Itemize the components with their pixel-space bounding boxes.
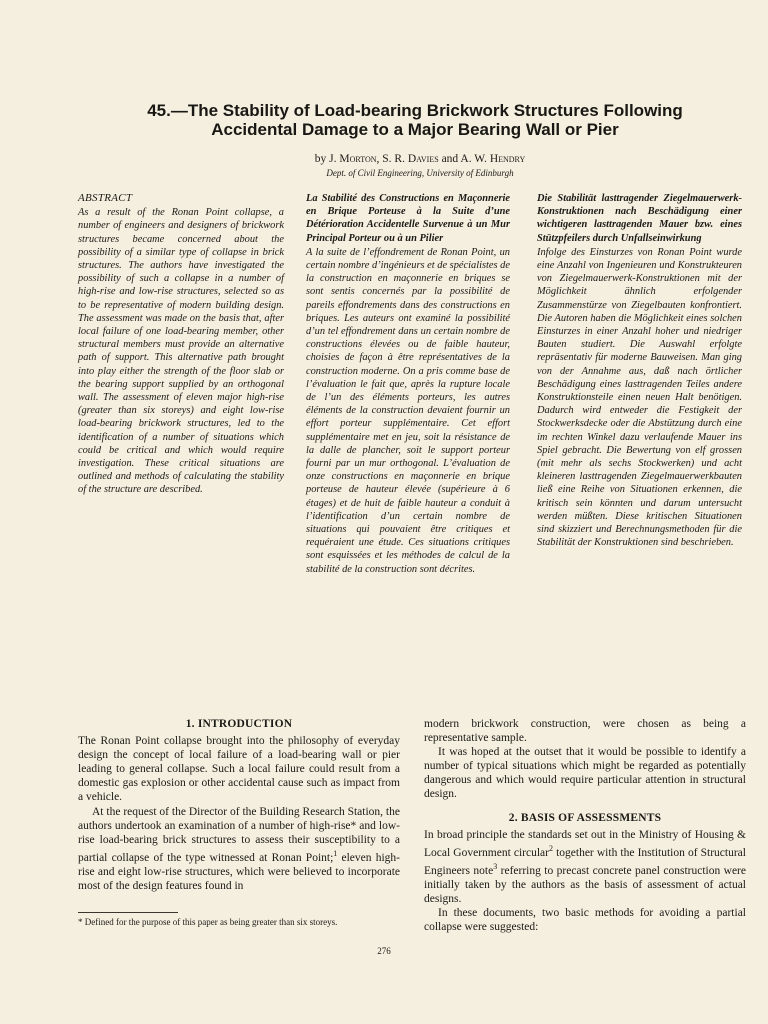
abstract-english-heading: ABSTRACT [78,192,133,204]
authors-sep-1: , S. R. [376,153,408,165]
footnote: * Defined for the purpose of this paper as being greater than six storeys. [78,917,338,927]
abstract-german-heading: Die Stabilität lasttragender Ziegelmauerwerk-Konstruktionen nach Beschädigung einer wichtigeren lasttragenden Mauer bzw. eines Stützpfeilers durch Unfallseinwirkung [537,193,742,244]
introduction-paragraph-2 [78,805,400,893]
paper-title [70,101,760,139]
authors-sep-2: and A. W. [438,153,490,165]
footnote-rule [78,912,178,913]
abstract-german [537,192,742,549]
body-column-left [78,717,400,893]
title-line-2: Accidental Damage to a Major Bearing Wall or Pier [211,120,619,139]
introduction-paragraph-4: It was hoped at the outset that it would be possible to identify a number of typical situations which might be regarded as potentially dangerous and which would require particular attention in structural design. [424,746,746,801]
body-column-right [424,717,746,934]
abstract-german-text: Infolge des Einsturzes von Ronan Point wurde eine Anzahl von Ingenieuren und Konstrukteuren von Ziegelmauerwerk-Konstruktionen mit der Möglichkeit ähnlich erfolgender Zusammenstürze von Ziegelbauten konfrontiert. Die Autoren haben die Möglichkeit eines solchen Einsturzes in einer Anzahl hoher und niedriger Bauten studiert. Die Auswahl erfolgte repräsentativ für moderne Bauweisen. Man ging von der Annahme aus, daß nach örtlicher Beschädigung eines lasttragenden Teiles andere Konstruktionsteile einen neuen Halt benötigen. Dadurch wird entweder die Festigkeit der Stockwerksdecke oder die Abstützung durch eine im rechten Winkel dazu verlaufende Mauer ins Spiel gebracht. Die Bewertung von elf grossen (mit mehr als sechs Stockwerken) und acht kleineren lasttragenden Ziegelmauerwerkbauten ließ eine Reihe von Situationen erkennen, die kritisch sein könnten und darum untersucht werden müßten. Diese kritischen Situationen sind skizziert und Berechnungsmethoden für die Stabilität der Konstruktionen sind beschrieben. [537,246,742,549]
abstract-english-text: As a result of the Ronan Point collapse, a number of engineers and designers of brickwork structures became concerned about the possibility of a similar type of collapse in brick structures. The authors have investigated the possibility of such a collapse in a number of high-rise and low-rise structures, selected so as to be representative of modern building design. The assessment was made on the basis that, after local failure of one load-bearing member, other structural members must provide an alternative path of support. This alternative path brought into play either the strength of the floor slab or the bearing support supplied by an orthogonal wall. The assessment of eleven major high-rise (greater than six storeys) and eight low-rise load-bearing brickwork structures, led to the identification of a number of situations which could be critical and which would require investigation. These critical situations are outlined and methods of calculating the stability of the structure are described. [78,207,284,496]
basis-paragraph-1-c: referring to precast concrete panel construction were initially taken by the authors as the basis of assessment of actual designs. [424,864,746,905]
basis-heading: 2. BASIS OF ASSESSMENTS [508,811,662,824]
abstract-english [78,192,284,497]
introduction-paragraph-2-a: At the request of the Director of the Building Research Station, the authors undertook an examination of a number of high-rise* and low-rise load-bearing brick structures to assess their susceptibility to a partial collapse of the type witnessed at Ronan Point; [78,805,400,864]
abstract-french-text: A la suite de l’effondrement de Ronan Point, un certain nombre d’ingénieurs et de spécialistes de la construction en maçonnerie en briques se sont sentis concernés par la possibilité de pareils effondrements dans des constructions en briques. Les auteurs ont examiné la possibilité d’un tel effondrement dans un certain nombre de constructions élevées ou de faible hauteur, choisies de façon à être représentatives de la construction moderne. On a pris comme base de l’évaluation le fait que, après la rupture locale de l’un des éléments porteurs, les autres éléments de la construction devaient fournir un effort porteur supplémentaire. Cet effort supplémentaire met en jeu, soit la résistance de la dalle de plancher, soit le support porteur fourni par un mur orthogonal. L’évaluation de onze constructions en maçonnerie en brique porteuse de hauteur élevée (supérieure à 6 étages) et de huit de faible hauteur a conduit à l’identification d’un certain nombre de situations qui pouvaient être critiques et requéraient une étude. Ces situations critiques sont esquissées et les méthodes de calcul de la stabilité de la construction sont décrites. [306,246,510,575]
page-number: 276 [377,946,391,956]
reference-3: 3 [493,861,498,871]
author-davies: Davies [407,153,439,165]
introduction-heading: 1. INTRODUCTION [185,718,293,730]
authors-by: by J. [314,153,340,165]
basis-paragraph-2: In these documents, two basic methods for avoiding a partial collapse were suggested: [424,906,746,933]
introduction-paragraph-1: The Ronan Point collapse brought into the philosophy of everyday design the concept of local failure of a load-bearing wall or pier leading to general collapse. Such a local failure could result from a domestic gas explosion or other accidental cause such as impact from a vehicle. [78,735,400,804]
abstract-french-heading: La Stabilité des Constructions en Maçonnerie en Brique Porteuse à la Suite d’une Détérioration Accidentelle Survenue à un Mur Principal Porteur ou à un Pilier [306,193,510,244]
basis-paragraph-1-a: In broad principle the standards set out in the Ministry of Housing & Local Government circular [424,828,746,859]
author-line [230,152,610,166]
title-line-1: 45.—The Stability of Load-bearing Brickwork Structures Following [147,101,683,120]
introduction-paragraph-3: modern brickwork construction, were chosen as being a representative sample. [424,718,746,745]
abstract-french [306,192,510,576]
affiliation: Dept. of Civil Engineering, University of Edinburgh [326,168,514,178]
reference-1: 1 [333,848,338,858]
basis-paragraph-1-b: together with the Institution of Structural Engineers note [424,846,746,877]
reference-2: 2 [548,843,553,853]
basis-paragraph-1 [424,828,746,906]
author-hendry: Hendry [489,153,526,165]
author-morton: Morton [339,153,377,165]
introduction-paragraph-2-b: eleven high-rise and eight low-rise structures, which were believed to incorporate most of the design features found in [78,851,400,892]
